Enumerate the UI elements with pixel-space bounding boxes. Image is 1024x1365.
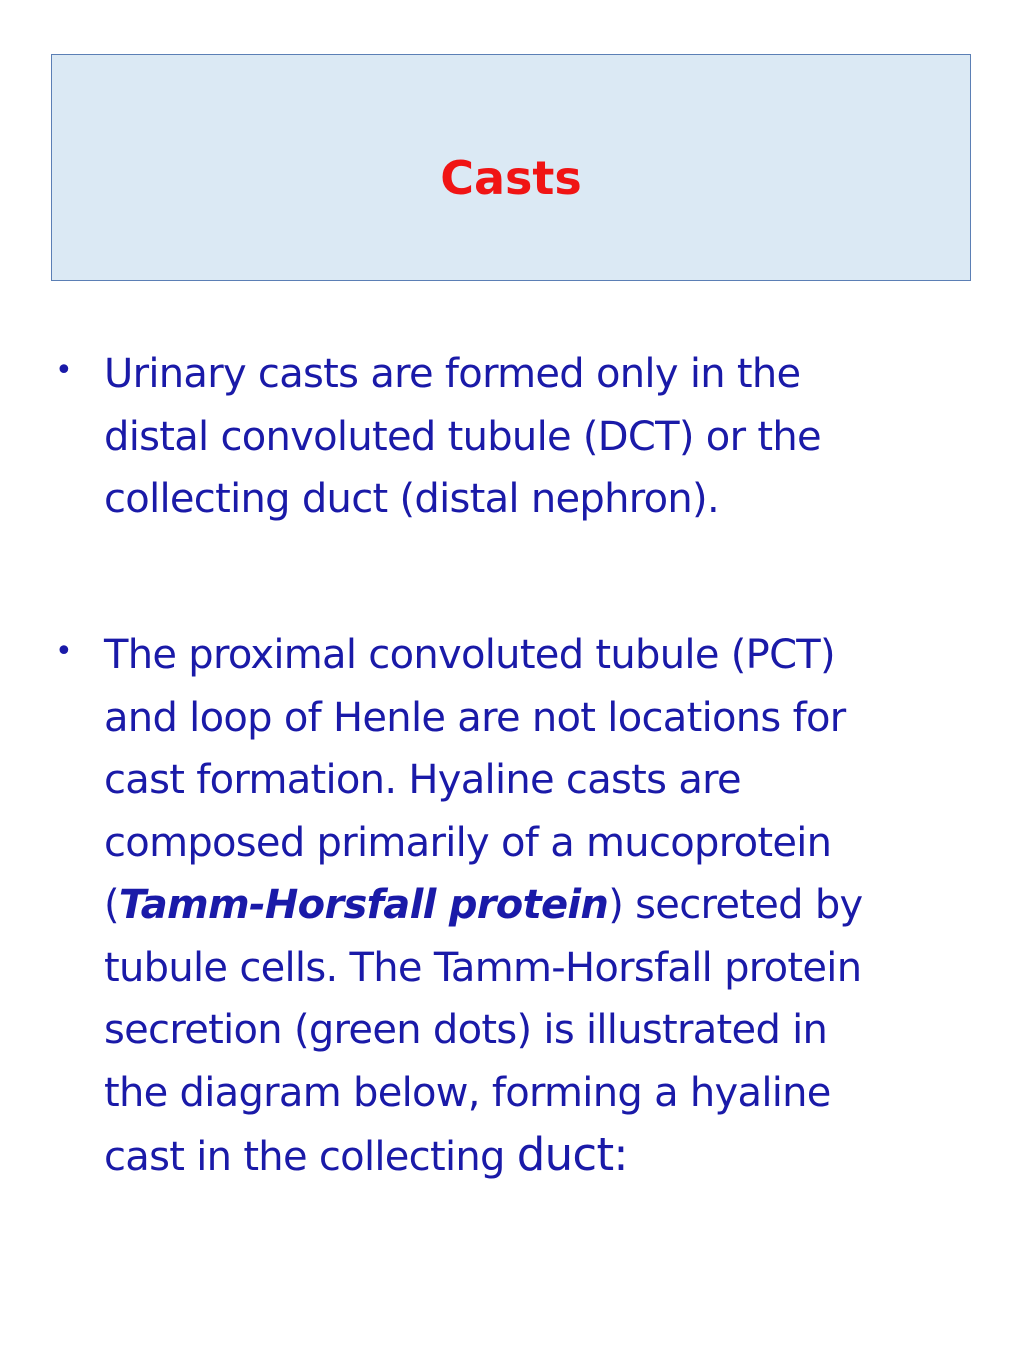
open-paren: (: [104, 882, 119, 928]
close-paren-text: ) secreted by: [608, 882, 863, 928]
bullet-marker: •: [55, 353, 73, 388]
bullet-1-line-1: Urinary casts are formed only in the: [104, 351, 801, 397]
bullet-2-line-9: [104, 1124, 974, 1189]
bullet-2-line-1: The proximal convoluted tubule (PCT): [104, 632, 835, 678]
bullet-1-line-3: collecting duct (distal nephron).: [104, 476, 719, 522]
bullet-marker: •: [55, 634, 73, 669]
bullet-1-line-2: distal convoluted tubule (DCT) or the: [104, 413, 821, 460]
bullet-item-1: [104, 343, 974, 531]
bullet-2-line-7: secretion (green dots) is illustrated in: [104, 1007, 828, 1053]
emphasis-protein-name: Tamm-Horsfall protein: [118, 882, 609, 928]
bullet-2-line-6: tubule cells. The Tamm-Horsfall protein: [104, 944, 862, 991]
bullet-2-line-8: the diagram below, forming a hyaline: [104, 1069, 831, 1116]
slide-title: Casts: [440, 151, 582, 205]
bullet-2-line-2: and loop of Henle are not locations for: [104, 694, 846, 741]
last-line-start: cast in the collecting: [104, 1134, 517, 1180]
title-box: [51, 54, 971, 281]
bullet-2-line-5: [104, 874, 974, 937]
bullet-item-2: [104, 624, 974, 1189]
bullet-2-line-4: composed primarily of a mucoprotein: [104, 819, 832, 866]
bullet-2-line-3: cast formation. Hyaline casts are: [104, 757, 741, 803]
last-line-end: duct:: [516, 1128, 628, 1181]
